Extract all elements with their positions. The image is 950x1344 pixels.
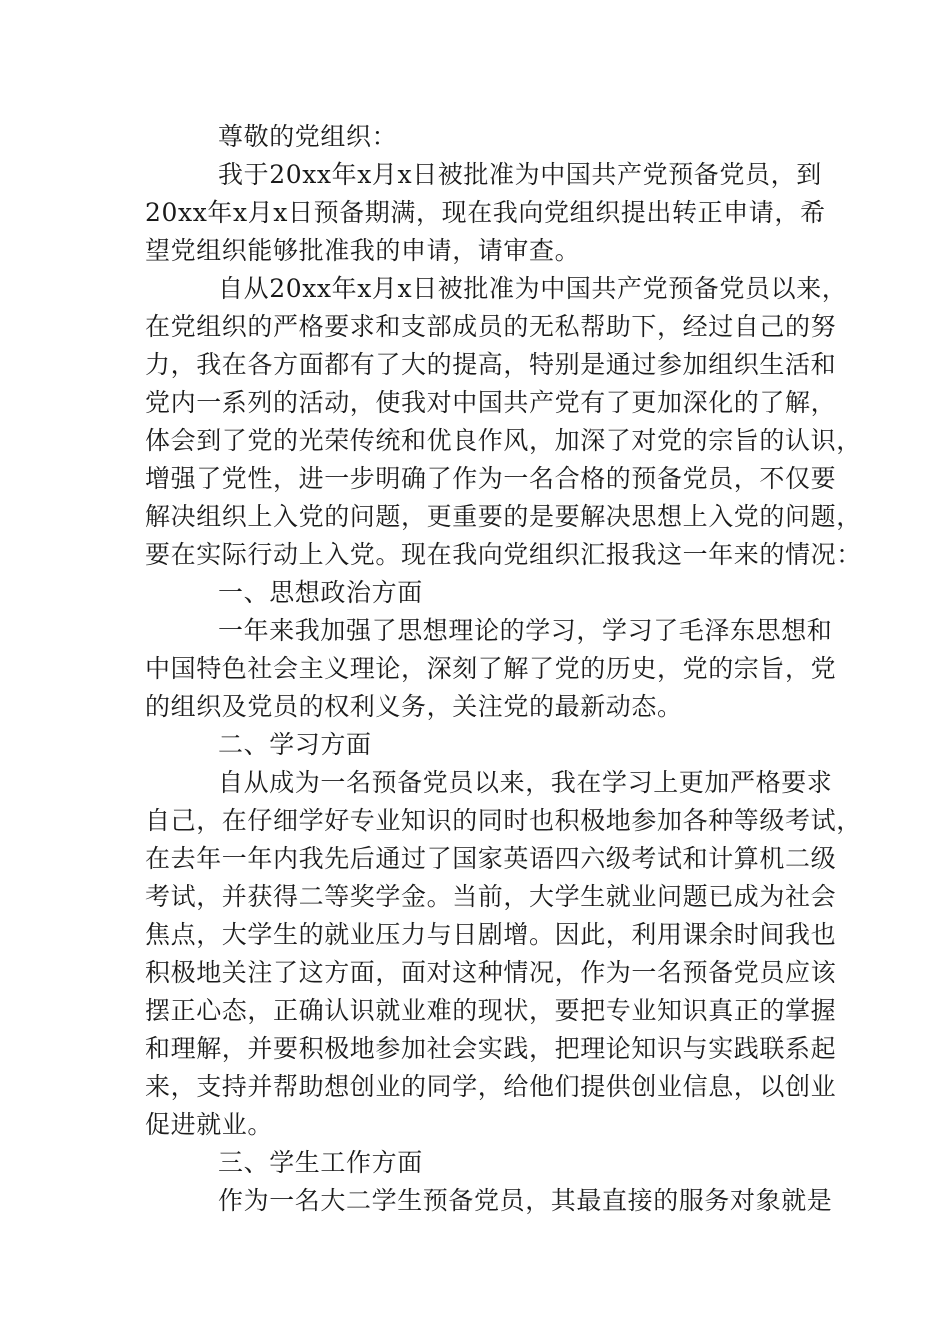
section-heading-2: 二、学习方面: [218, 730, 372, 759]
paragraph-line: 的组织及党员的权利义务，关注党的最新动态。: [145, 692, 683, 721]
paragraph-line: 增强了党性，进一步明确了作为一名合格的预备党员，不仅要: [145, 464, 837, 493]
section-heading-3: 三、学生工作方面: [218, 1148, 423, 1177]
paragraph-line: 20xx年x月x日预备期满，现在我向党组织提出转正申请，希: [145, 198, 826, 227]
salutation: 尊敬的党组织：: [218, 122, 398, 151]
paragraph-line: 焦点，大学生的就业压力与日剧增。因此，利用课余时间我也: [145, 920, 837, 949]
paragraph-line: 自从成为一名预备党员以来，我在学习上更加严格要求: [218, 768, 833, 797]
paragraph-line: 自从20xx年x月x日被批准为中国共产党预备党员以来，: [218, 274, 848, 303]
paragraph-line: 来，支持并帮助想创业的同学，给他们提供创业信息，以创业: [145, 1072, 837, 1101]
paragraph-line: 力，我在各方面都有了大的提高，特别是通过参加组织生活和: [145, 350, 837, 379]
paragraph-line: 一年来我加强了思想理论的学习，学习了毛泽东思想和: [218, 616, 833, 645]
paragraph-line: 摆正心态，正确认识就业难的现状，要把专业知识真正的掌握: [145, 996, 837, 1025]
paragraph-line: 在去年一年内我先后通过了国家英语四六级考试和计算机二级: [145, 844, 837, 873]
paragraph-line: 作为一名大二学生预备党员，其最直接的服务对象就是: [218, 1186, 833, 1215]
paragraph-line: 中国特色社会主义理论，深刻了解了党的历史，党的宗旨，党: [145, 654, 837, 683]
paragraph-line: 党内一系列的活动，使我对中国共产党有了更加深化的了解，: [145, 388, 837, 417]
paragraph-line: 我于20xx年x月x日被批准为中国共产党预备党员，到: [218, 160, 822, 189]
paragraph-line: 和理解，并要积极地参加社会实践，把理论知识与实践联系起: [145, 1034, 837, 1063]
paragraph-line: 促进就业。: [145, 1110, 274, 1139]
paragraph-line: 解决组织上入党的问题，更重要的是要解决思想上入党的问题，: [145, 502, 862, 531]
paragraph-line: 考试，并获得二等奖学金。当前，大学生就业问题已成为社会: [145, 882, 837, 911]
section-heading-1: 一、思想政治方面: [218, 578, 423, 607]
paragraph-line: 积极地关注了这方面，面对这种情况，作为一名预备党员应该: [145, 958, 837, 987]
paragraph-line: 体会到了党的光荣传统和优良作风，加深了对党的宗旨的认识，: [145, 426, 862, 455]
paragraph-line: 要在实际行动上入党。现在我向党组织汇报我这一年来的情况：: [145, 540, 862, 569]
paragraph-line: 望党组织能够批准我的申请，请审查。: [145, 236, 581, 265]
paragraph-line: 在党组织的严格要求和支部成员的无私帮助下，经过自己的努: [145, 312, 837, 341]
paragraph-line: 自己，在仔细学好专业知识的同时也积极地参加各种等级考试，: [145, 806, 862, 835]
